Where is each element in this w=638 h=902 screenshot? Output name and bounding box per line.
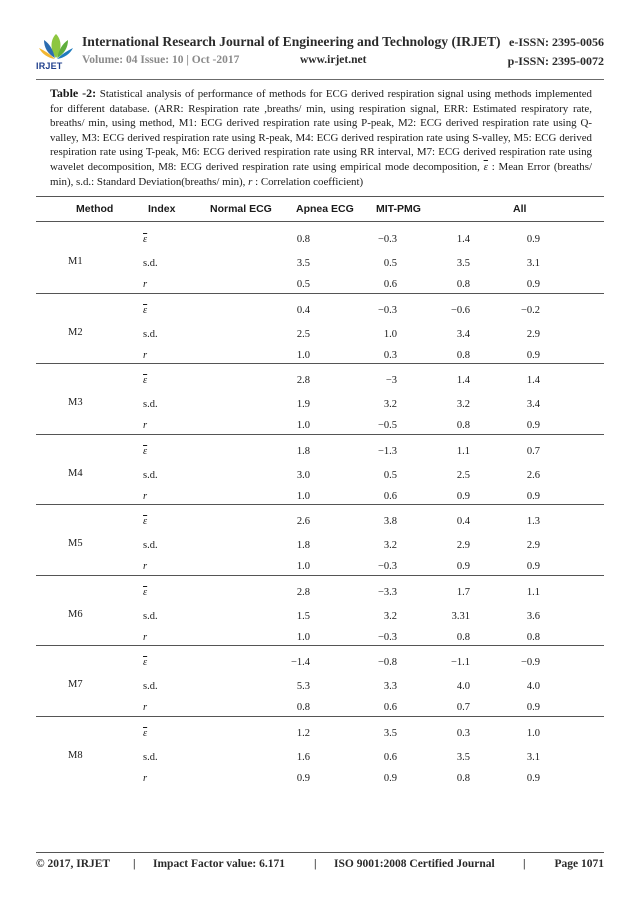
- apnea-ecg-value: −0.3: [377, 234, 397, 245]
- table-top-rule: [36, 196, 604, 197]
- caption-label: Table -2:: [50, 86, 97, 100]
- mit-pmg-value: −1.1: [450, 657, 470, 668]
- index-correlation: r: [143, 561, 148, 572]
- mit-pmg-value: 3.2: [456, 399, 470, 410]
- all-value: 0.9: [526, 279, 540, 290]
- index-mean-error: $\overline{\varepsilon}$: [143, 234, 148, 245]
- footer-separator: |: [133, 858, 136, 870]
- p-issn: p-ISSN: 2395-0072: [507, 54, 604, 68]
- logo-text: IRJET: [36, 61, 63, 71]
- normal-ecg-value: 1.0: [296, 631, 310, 643]
- mit-pmg-value: 0.8: [456, 420, 470, 431]
- method-group-m7: [36, 648, 604, 718]
- apnea-ecg-value: 1.0: [383, 328, 397, 340]
- apnea-ecg-value: −0.3: [377, 631, 397, 643]
- method-label: M8: [68, 749, 83, 761]
- normal-ecg-value: 1.0: [296, 349, 310, 361]
- normal-ecg-value: 0.4: [296, 304, 310, 316]
- all-value: 0.9: [526, 490, 540, 502]
- group-divider: [36, 645, 604, 646]
- index-correlation: r: [143, 772, 148, 784]
- apnea-ecg-value: 0.6: [383, 279, 397, 290]
- method-label: M1: [68, 256, 83, 267]
- column-header-apnea-ecg: Apnea ECG: [296, 203, 354, 215]
- index-mean-error: $\overline{\varepsilon}$: [143, 586, 148, 598]
- apnea-ecg-value: 0.5: [383, 469, 397, 481]
- all-value: 3.1: [526, 751, 540, 763]
- column-header-normal-ecg: Normal ECG: [210, 203, 272, 215]
- normal-ecg-value: 3.0: [296, 469, 310, 481]
- method-group-m3: [36, 366, 604, 436]
- all-value: 1.1: [526, 586, 540, 598]
- index-mean-error: $\overline{\varepsilon}$: [143, 304, 148, 316]
- method-label: M7: [68, 679, 83, 690]
- mit-pmg-value: 1.4: [456, 234, 470, 245]
- normal-ecg-value: 1.8: [296, 540, 310, 551]
- method-label: M2: [68, 326, 83, 338]
- index-mean-error: $\overline{\varepsilon}$: [143, 727, 148, 739]
- group-divider: [36, 716, 604, 717]
- normal-ecg-value: 0.8: [296, 234, 310, 245]
- all-value: 0.9: [526, 772, 540, 784]
- index-correlation: r: [143, 631, 148, 643]
- method-group-m6: [36, 578, 604, 648]
- method-group-m5: [36, 507, 604, 577]
- all-value: 0.9: [526, 349, 540, 361]
- table-caption: [50, 86, 592, 189]
- normal-ecg-value: 2.8: [296, 586, 310, 598]
- index-correlation: r: [143, 490, 148, 502]
- all-value: 3.6: [526, 610, 540, 622]
- normal-ecg-value: 1.9: [296, 399, 310, 410]
- index-correlation: r: [143, 420, 148, 431]
- apnea-ecg-value: −1.3: [377, 445, 397, 457]
- e-issn: e-ISSN: 2395-0056: [509, 35, 604, 49]
- table-header-rule: [36, 221, 604, 222]
- mean-error-symbol: $\overline{\varepsilon}$: [483, 160, 488, 173]
- journal-title: International Research Journal of Engineering and Technology (IRJET): [82, 34, 501, 49]
- mit-pmg-value: 0.3: [456, 727, 470, 739]
- apnea-ecg-value: 0.6: [383, 751, 397, 763]
- normal-ecg-value: 1.2: [296, 727, 310, 739]
- normal-ecg-value: 1.0: [296, 561, 310, 572]
- apnea-ecg-value: −0.3: [377, 304, 397, 316]
- all-value: 0.9: [526, 702, 540, 713]
- normal-ecg-value: 1.8: [296, 445, 310, 457]
- irjet-logo: [36, 32, 76, 76]
- apnea-ecg-value: 3.2: [383, 540, 397, 551]
- column-header-all: All: [513, 203, 527, 215]
- mit-pmg-value: 2.5: [456, 469, 470, 481]
- all-value: 4.0: [526, 681, 540, 692]
- apnea-ecg-value: 0.3: [383, 349, 397, 361]
- normal-ecg-value: 2.8: [296, 375, 310, 386]
- all-value: −0.9: [520, 657, 540, 668]
- method-label: M3: [68, 397, 83, 408]
- mit-pmg-value: 4.0: [456, 681, 470, 692]
- normal-ecg-value: −1.4: [290, 657, 310, 668]
- normal-ecg-value: 0.5: [296, 279, 310, 290]
- mit-pmg-value: −0.6: [450, 304, 470, 316]
- index-standard-deviation: s.d.: [143, 681, 158, 692]
- index-mean-error: $\overline{\varepsilon}$: [143, 375, 148, 386]
- column-header-method: Method: [76, 203, 114, 215]
- method-group-m4: [36, 437, 604, 507]
- journal-website-link[interactable]: www.irjet.net: [300, 54, 367, 66]
- header-divider: [36, 79, 604, 80]
- normal-ecg-value: 2.6: [296, 516, 310, 527]
- mit-pmg-value: 3.5: [456, 258, 470, 269]
- apnea-ecg-value: 3.2: [383, 399, 397, 410]
- group-divider: [36, 575, 604, 576]
- correlation-symbol: r: [248, 175, 253, 188]
- all-value: 2.9: [526, 540, 540, 551]
- apnea-ecg-value: −0.8: [377, 657, 397, 668]
- method-label: M6: [68, 608, 83, 620]
- index-correlation: r: [143, 349, 148, 361]
- leaf-logo-icon: [36, 32, 76, 62]
- mit-pmg-value: 3.5: [456, 751, 470, 763]
- column-header-mit-pmg: MIT-PMG: [376, 203, 421, 215]
- mit-pmg-value: 3.31: [451, 610, 470, 622]
- index-standard-deviation: s.d.: [143, 540, 158, 551]
- all-value: 0.9: [526, 420, 540, 431]
- mit-pmg-value: 0.8: [456, 631, 470, 643]
- index-correlation: r: [143, 702, 148, 713]
- footer-divider: [36, 852, 604, 853]
- normal-ecg-value: 1.5: [296, 610, 310, 622]
- apnea-ecg-value: 3.3: [383, 681, 397, 692]
- page-footer: [36, 858, 604, 876]
- all-value: 0.8: [526, 631, 540, 643]
- group-divider: [36, 434, 604, 435]
- group-divider: [36, 504, 604, 505]
- method-label: M5: [68, 538, 83, 549]
- caption-text-1: Statistical analysis of performance of methods for ECG derived respiration signal using methods implemented for different database. (ARR: Respiration rate ,breaths/ min, using respiration signal, ERR: Estimated respiratory rate, breaths/ min, using method, M1: ECG derived respiration rate using P-peak, M2: ECG derived respiration rate using Q-valley, M3: ECG derived respiration rate using R-peak, M4: ECG derived respiration rate using S-valley, M5: ECG derived respiration rate using T-peak, M6: ECG derived respiration rate using RR interval, M7: ECG derived respiration rate using wavelet decomposition, M8: ECG derived respiration rate using empirical mode decomposition,: [50, 88, 593, 173]
- mit-pmg-value: 0.7: [456, 702, 470, 713]
- index-standard-deviation: s.d.: [143, 610, 158, 622]
- index-mean-error: $\overline{\varepsilon}$: [143, 516, 148, 527]
- index-standard-deviation: s.d.: [143, 469, 158, 481]
- method-group-m1: [36, 225, 604, 295]
- apnea-ecg-value: −0.3: [377, 561, 397, 572]
- footer-separator: |: [523, 858, 526, 870]
- index-mean-error: $\overline{\varepsilon}$: [143, 657, 148, 668]
- mit-pmg-value: 0.9: [456, 561, 470, 572]
- mit-pmg-value: 1.7: [456, 586, 470, 598]
- index-correlation: r: [143, 279, 148, 290]
- apnea-ecg-value: −3.3: [377, 586, 397, 598]
- apnea-ecg-value: −3: [385, 375, 397, 386]
- apnea-ecg-value: 0.6: [383, 702, 397, 713]
- index-standard-deviation: s.d.: [143, 328, 158, 340]
- normal-ecg-value: 1.0: [296, 490, 310, 502]
- volume-issue: Volume: 04 Issue: 10 | Oct -2017: [82, 54, 240, 66]
- index-mean-error: $\overline{\varepsilon}$: [143, 445, 148, 457]
- mit-pmg-value: 3.4: [456, 328, 470, 340]
- all-value: −0.2: [520, 304, 540, 316]
- apnea-ecg-value: 0.9: [383, 772, 397, 784]
- group-divider: [36, 363, 604, 364]
- footer-page-number: Page 1071: [554, 858, 604, 870]
- caption-text-2: : Mean Error (breaths/ min), s.d.: Standard Deviation(breaths/ min),: [50, 160, 592, 188]
- all-value: 1.3: [526, 516, 540, 527]
- apnea-ecg-value: 3.2: [383, 610, 397, 622]
- all-value: 2.9: [526, 328, 540, 340]
- footer-impact-factor: Impact Factor value: 6.171: [153, 858, 286, 870]
- normal-ecg-value: 0.9: [296, 772, 310, 784]
- footer-copyright: © 2017, IRJET: [36, 858, 111, 870]
- group-divider: [36, 293, 604, 294]
- apnea-ecg-value: 0.5: [383, 258, 397, 269]
- index-standard-deviation: s.d.: [143, 751, 158, 763]
- footer-separator: |: [314, 858, 317, 870]
- all-value: 1.0: [526, 727, 540, 739]
- mit-pmg-value: 1.4: [456, 375, 470, 386]
- mit-pmg-value: 0.8: [456, 349, 470, 361]
- method-group-m2: [36, 296, 604, 366]
- all-value: 1.4: [526, 375, 540, 386]
- index-standard-deviation: s.d.: [143, 399, 158, 410]
- page-header: [36, 32, 604, 76]
- footer-iso-certification: ISO 9001:2008 Certified Journal: [334, 858, 495, 870]
- normal-ecg-value: 1.0: [296, 420, 310, 431]
- mit-pmg-value: 0.8: [456, 279, 470, 290]
- mit-pmg-value: 0.8: [456, 772, 470, 784]
- normal-ecg-value: 1.6: [296, 751, 310, 763]
- mit-pmg-value: 2.9: [456, 540, 470, 551]
- normal-ecg-value: 5.3: [296, 681, 310, 692]
- apnea-ecg-value: 0.6: [383, 490, 397, 502]
- mit-pmg-value: 1.1: [456, 445, 470, 457]
- mit-pmg-value: 0.9: [456, 490, 470, 502]
- index-standard-deviation: s.d.: [143, 258, 158, 269]
- normal-ecg-value: 0.8: [296, 702, 310, 713]
- normal-ecg-value: 3.5: [296, 258, 310, 269]
- apnea-ecg-value: 3.5: [383, 727, 397, 739]
- normal-ecg-value: 2.5: [296, 328, 310, 340]
- mit-pmg-value: 0.4: [456, 516, 470, 527]
- apnea-ecg-value: 3.8: [383, 516, 397, 527]
- all-value: 0.9: [526, 234, 540, 245]
- method-group-m8: [36, 719, 604, 789]
- all-value: 3.4: [526, 399, 540, 410]
- all-value: 3.1: [526, 258, 540, 269]
- caption-text-3: : Correlation coefficient): [252, 175, 364, 188]
- all-value: 2.6: [526, 469, 540, 481]
- method-label: M4: [68, 467, 83, 479]
- all-value: 0.7: [526, 445, 540, 457]
- column-header-index: Index: [148, 203, 176, 215]
- all-value: 0.9: [526, 561, 540, 572]
- apnea-ecg-value: −0.5: [377, 420, 397, 431]
